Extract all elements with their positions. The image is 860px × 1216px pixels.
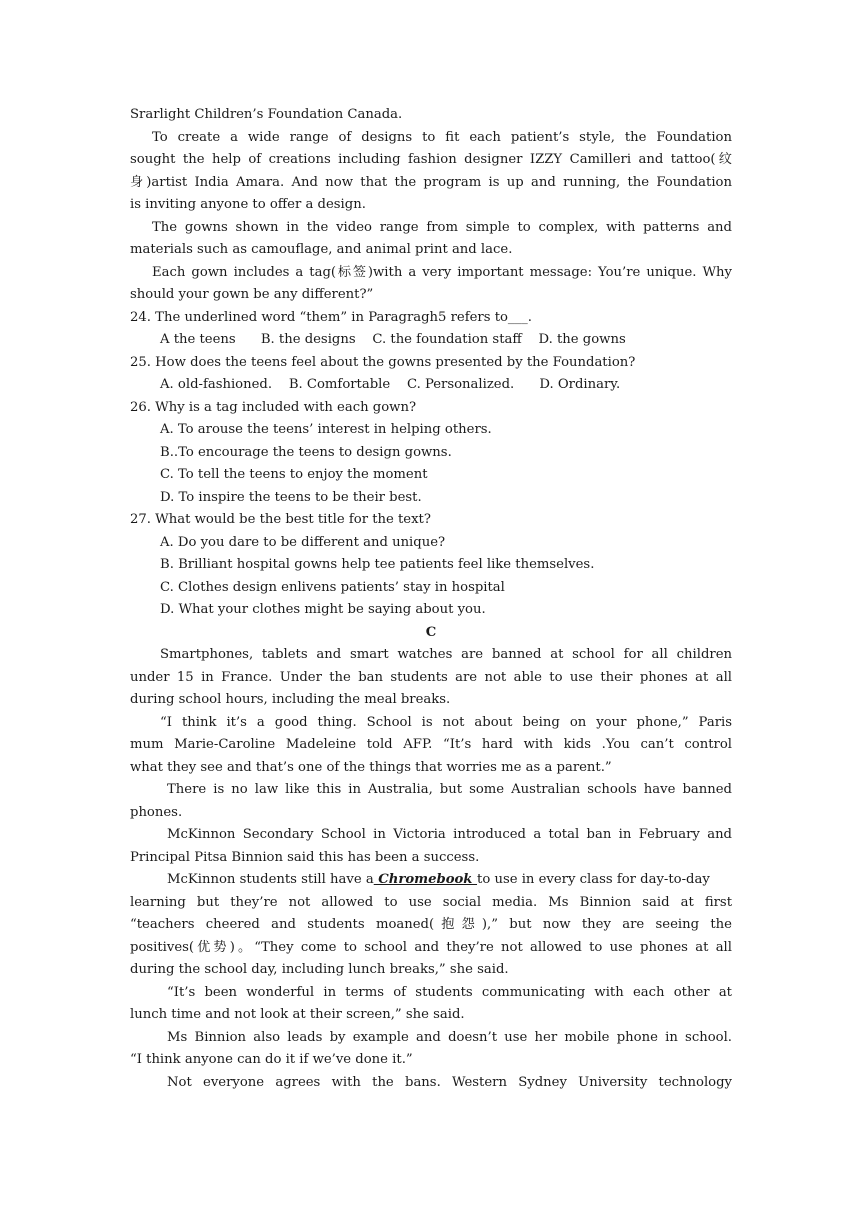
text-line: To create a wide range of designs to fit each patient’s style, the Foundation xyxy=(152,129,732,145)
question-options: A. old-fashioned. B. Comfortable C. Personalized. D. Ordinary. xyxy=(160,377,621,392)
section-c-paragraph-5 xyxy=(130,869,732,982)
text-line: McKinnon Secondary School in Victoria introduced a total ban in February and xyxy=(167,827,732,842)
text-line: during school hours, including the meal breaks. xyxy=(130,692,451,707)
question-26 xyxy=(130,397,732,510)
option-b: B. Brilliant hospital gowns help tee patients feel like themselves. xyxy=(160,557,595,572)
text-line: learning but they’re not allowed to use social media. Ms Binnion said at first xyxy=(130,894,732,910)
section-c-paragraph-4 xyxy=(130,824,732,869)
section-c-paragraph-2 xyxy=(130,712,732,780)
section-c-paragraph-6 xyxy=(130,982,732,1027)
text-segment: McKinnon students still have a xyxy=(167,872,374,887)
section-c-paragraph-8 xyxy=(130,1072,732,1095)
text-line: is inviting anyone to offer a design. xyxy=(130,197,366,212)
section-c-paragraph-1 xyxy=(130,644,732,712)
section-c-paragraph-7 xyxy=(130,1027,732,1072)
text-line: positives(优势)。“They come to school and they’re not allowed to use phones at all xyxy=(130,939,732,955)
text-line: 身)artist India Amara. And now that the program is up and running, the Foundation xyxy=(130,174,732,190)
question-stem: 27. What would be the best title for the text? xyxy=(130,512,431,527)
option-a: A. To arouse the teens’ interest in helping others. xyxy=(160,422,492,437)
text-line: Ms Binnion also leads by example and doesn’t use her mobile phone in school. xyxy=(167,1029,732,1045)
document-page xyxy=(130,104,732,1094)
text-segment: to use in every class for day-to-day xyxy=(477,872,710,887)
text-line xyxy=(130,869,732,892)
option-b: B..To encourage the teens to design gowns. xyxy=(160,444,452,460)
text-line: The gowns shown in the video range from simple to complex, with patterns and xyxy=(152,219,732,235)
question-options: A the teens B. the designs C. the foundation staff D. the gowns xyxy=(160,332,626,347)
text-line: under 15 in France. Under the ban students are not able to use their phones at all xyxy=(130,669,732,685)
passage-b-paragraph-tag xyxy=(130,262,732,307)
text-line: “It’s been wonderful in terms of students communicating with each other at xyxy=(167,984,732,1000)
option-a: A. Do you dare to be different and unique? xyxy=(160,534,446,550)
option-d: D. To inspire the teens to be their best. xyxy=(160,489,422,505)
text-line: “I think it’s a good thing. School is not about being on your phone,” Paris xyxy=(160,714,732,730)
text-line: Not everyone agrees with the bans. Western Sydney University technology xyxy=(167,1074,732,1090)
option-d: D. What your clothes might be saying about you. xyxy=(160,602,486,617)
question-stem: 25. How does the teens feel about the gowns presented by the Foundation? xyxy=(130,354,636,370)
text-line: materials such as camouflage, and animal print and lace. xyxy=(130,242,513,257)
text-line: mum Marie-Caroline Madeleine told AFP. “It’s hard with kids .You can’t control xyxy=(130,737,732,752)
text-line: during the school day, including lunch breaks,” she said. xyxy=(130,962,509,977)
section-c-paragraph-3 xyxy=(130,779,732,824)
chromebook-link[interactable]: Chromebook xyxy=(373,872,478,887)
text-line: Each gown includes a tag(标签)with a very important message: You’re unique. Why xyxy=(152,264,732,280)
question-stem: 26. Why is a tag included with each gown? xyxy=(130,399,417,415)
text-line: “teachers cheered and students moaned(抱怨),” but now they are seeing the xyxy=(130,917,732,932)
text-line: sought the help of creations including fashion designer IZZY Camilleri and tattoo(纹 xyxy=(130,152,732,167)
question-24 xyxy=(130,307,732,352)
option-c: C. Clothes design enlivens patients’ stay in hospital xyxy=(160,579,505,595)
text-line: should your gown be any different?” xyxy=(130,287,374,302)
text-line: “I think anyone can do it if we’ve done it.” xyxy=(130,1052,413,1067)
text-line: There is no law like this in Australia, but some Australian schools have banned xyxy=(167,782,732,797)
text-line: phones. xyxy=(130,804,183,820)
question-25 xyxy=(130,352,732,397)
passage-b-closing-line: Srarlight Children’s Foundation Canada. xyxy=(130,107,403,122)
text-line: Principal Pitsa Binnion said this has been a success. xyxy=(130,849,480,865)
text-line: lunch time and not look at their screen,” she said. xyxy=(130,1007,465,1022)
question-27 xyxy=(130,509,732,622)
passage-b-paragraph-gowns xyxy=(130,217,732,262)
section-heading: C xyxy=(425,624,437,640)
text-line: Smartphones, tablets and smart watches are banned at school for all children xyxy=(160,647,732,662)
passage-b-paragraph-design xyxy=(130,127,732,217)
option-c: C. To tell the teens to enjoy the moment xyxy=(160,467,428,482)
text-line: what they see and that’s one of the things that worries me as a parent.” xyxy=(130,759,612,775)
question-stem: 24. The underlined word “them” in Paragragh5 refers to___. xyxy=(130,309,532,325)
